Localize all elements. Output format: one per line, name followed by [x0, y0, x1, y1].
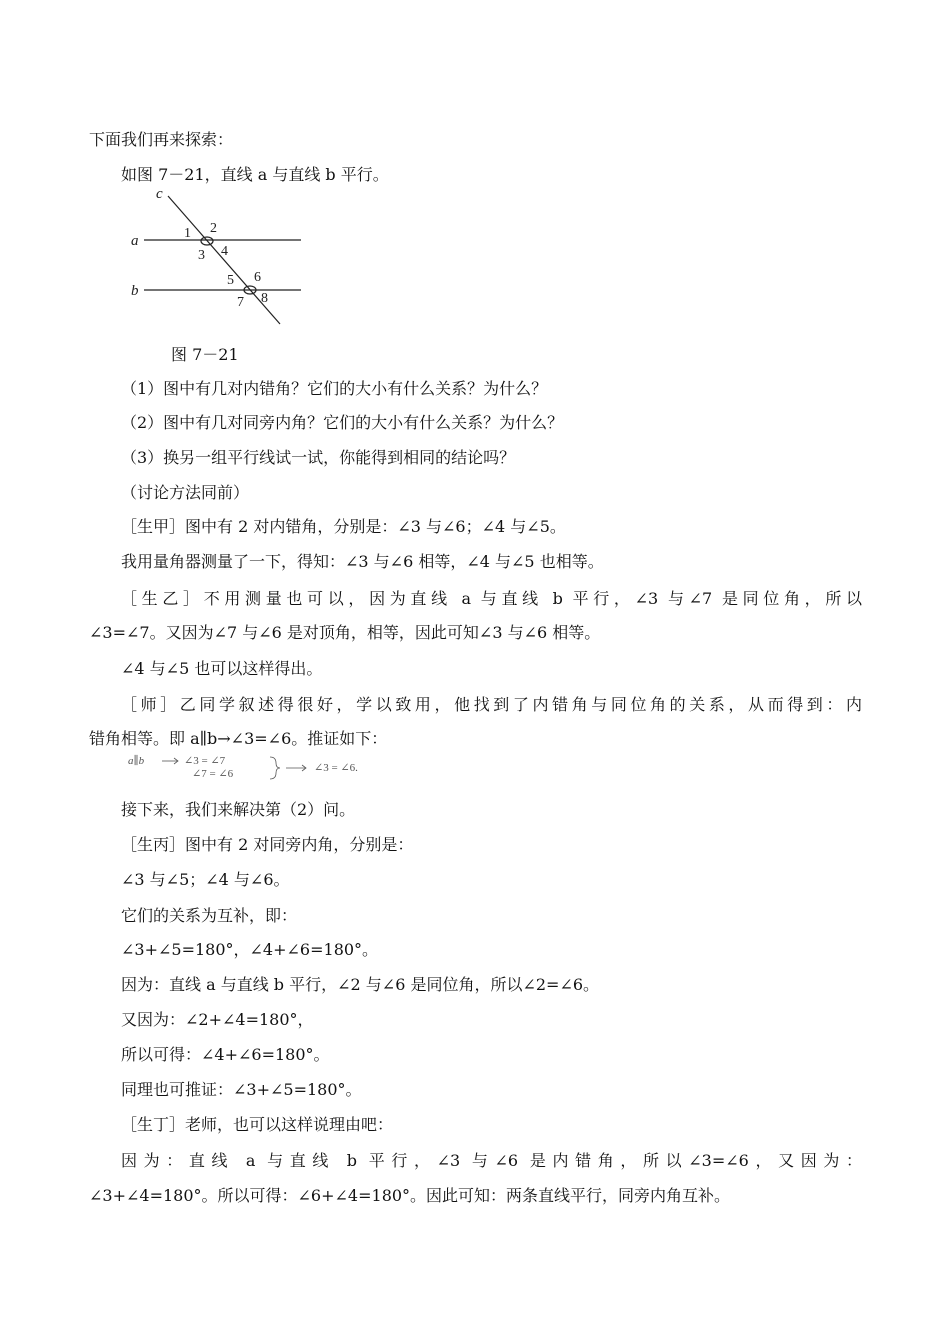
text-line: ［生甲］图中有 2 对内错角，分别是：∠3 与∠6；∠4 与∠5。 [121, 517, 566, 536]
text-line: （1）图中有几对内错角？它们的大小有什么关系？为什么？ [121, 379, 548, 398]
angle-5-label: 5 [227, 273, 234, 288]
angle-3-label: 3 [198, 248, 205, 263]
text-line: ∠3 与∠5；∠4 与∠6。 [121, 870, 290, 889]
text-line: 因为：直线 a 与直线 b 平行，∠2 与∠6 是同位角，所以∠2=∠6。 [121, 975, 600, 994]
proof-derivation [126, 754, 386, 782]
label-b: b [131, 283, 139, 299]
text-line: ∠3+∠5=180°，∠4+∠6=180°。 [121, 940, 379, 959]
label-a: a [131, 233, 139, 249]
text-line: ∠3=∠7。又因为∠7 与∠6 是对顶角，相等，因此可知∠3 与∠6 相等。 [89, 623, 601, 642]
text-line: 又因为：∠2+∠4=180°， [121, 1010, 314, 1029]
angle-6-label: 6 [254, 270, 261, 285]
text-line: 接下来，我们来解决第（2）问。 [121, 800, 356, 819]
angle-7-label: 7 [237, 295, 244, 310]
text-line: （2）图中有几对同旁内角？它们的大小有什么关系？为什么？ [121, 413, 564, 432]
angle-4-label: 4 [221, 244, 228, 259]
text-line: ［生乙］不用测量也可以，因为直线 a 与直线 b 平行，∠3 与∠7 是同位角，所以 [121, 589, 862, 608]
text-line: （3）换另一组平行线试一试，你能得到相同的结论吗？ [121, 448, 516, 467]
proof-eq2: ∠7 = ∠6 [192, 768, 234, 780]
text-line: ∠4 与∠5 也可以这样得出。 [121, 659, 323, 678]
text-line: ［生丁］老师，也可以这样说理由吧： [121, 1115, 394, 1134]
text-line: 我用量角器测量了一下，得知：∠3 与∠6 相等，∠4 与∠5 也相等。 [121, 552, 604, 571]
angle-1-label: 1 [184, 226, 191, 241]
text-line: 如图 7－21，直线 a 与直线 b 平行。 [121, 165, 389, 184]
text-line: 因为：直线 a 与直线 b 平行，∠3 与∠6 是内错角，所以∠3=∠6，又因为： [121, 1151, 862, 1170]
proof-eq1: ∠3 = ∠7 [184, 755, 226, 767]
text-line: 它们的关系为互补，即： [121, 906, 298, 925]
parallel-lines-figure [126, 186, 311, 331]
text-line: ［师］乙同学叙述得很好，学以致用，他找到了内错角与同位角的关系，从而得到：内 [121, 695, 862, 714]
text-line: 所以可得：∠4+∠6=180°。 [121, 1045, 330, 1064]
angle-2-label: 2 [210, 221, 217, 236]
text-line: 同理也可推证：∠3+∠5=180°。 [121, 1080, 362, 1099]
proof-result: ∠3 = ∠6. [314, 762, 358, 774]
text-line: 下面我们再来探索： [89, 130, 234, 149]
label-c: c [156, 186, 163, 202]
text-line: 错角相等。即 a∥b→∠3=∠6。推证如下： [89, 729, 388, 748]
text-line: ∠3+∠4=180°。所以可得：∠6+∠4=180°。因此可知：两条直线平行，同旁内角互补。 [89, 1186, 731, 1205]
figure-caption: 图 7－21 [171, 345, 239, 364]
text-line: （讨论方法同前） [121, 483, 250, 502]
proof-brace [270, 757, 280, 779]
angle-8-label: 8 [261, 291, 268, 306]
text-line: ［生丙］图中有 2 对同旁内角，分别是： [121, 835, 414, 854]
proof-premise: a∥b [128, 755, 145, 767]
